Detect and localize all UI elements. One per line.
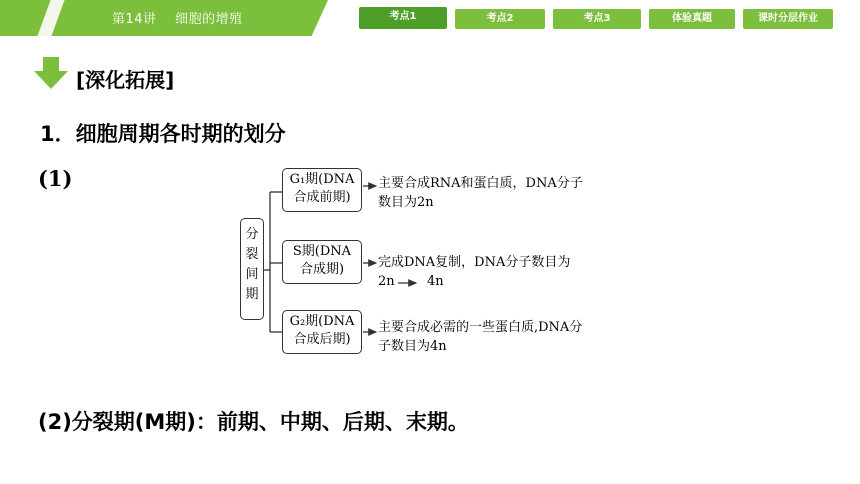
dna-before: 2n bbox=[378, 274, 395, 289]
interphase-box bbox=[240, 218, 264, 320]
s-phase-subname: 合成期) bbox=[299, 262, 345, 277]
g1-phase-box bbox=[282, 168, 362, 212]
g2-phase-subname: 合成后期) bbox=[293, 332, 351, 347]
tab-homework[interactable]: 课时分层作业 bbox=[743, 9, 833, 29]
tab-real-exam[interactable]: 体验真题 bbox=[649, 9, 735, 29]
tab-point-3[interactable]: 考点3 bbox=[553, 9, 641, 29]
mitotic-phase-line: (2)分裂期(M期)：前期、中期、后期、末期。 bbox=[38, 410, 469, 434]
s-phase-name: S期(DNA bbox=[292, 244, 352, 259]
root-char: 间 bbox=[245, 267, 259, 282]
g2-phase-desc: 主要合成必需的一些蛋白质,DNA分 子数目为4n bbox=[378, 320, 583, 354]
dna-after: 4n bbox=[426, 274, 444, 289]
s-phase-desc: 完成DNA复制，DNA分子数目为 2n 4n bbox=[378, 255, 571, 289]
g2-phase-name: G₂期(DNA bbox=[289, 314, 355, 329]
section-heading: [深化拓展] bbox=[76, 68, 175, 92]
root-char: 期 bbox=[245, 287, 259, 302]
down-arrow-icon bbox=[34, 57, 68, 89]
s-phase-box bbox=[282, 240, 362, 284]
interphase-diagram bbox=[236, 160, 656, 360]
root-char: 分 bbox=[245, 227, 259, 242]
point-title: 1．细胞周期各时期的划分 bbox=[40, 122, 286, 146]
g2-phase-box bbox=[282, 310, 362, 354]
sub-label: (1) bbox=[38, 166, 73, 191]
top-bar bbox=[0, 0, 860, 36]
lesson-title: 第14讲 细胞的增殖 bbox=[112, 12, 243, 27]
tab-point-1[interactable]: 考点1 bbox=[359, 7, 447, 29]
g1-phase-desc: 主要合成RNA和蛋白质，DNA分子 数目为2n bbox=[378, 176, 583, 210]
tab-point-2[interactable]: 考点2 bbox=[455, 9, 545, 29]
tab-bar bbox=[359, 9, 833, 29]
g1-phase-subname: 合成前期) bbox=[293, 190, 351, 205]
root-char: 裂 bbox=[245, 247, 259, 262]
g1-phase-name: G₁期(DNA bbox=[289, 172, 355, 187]
